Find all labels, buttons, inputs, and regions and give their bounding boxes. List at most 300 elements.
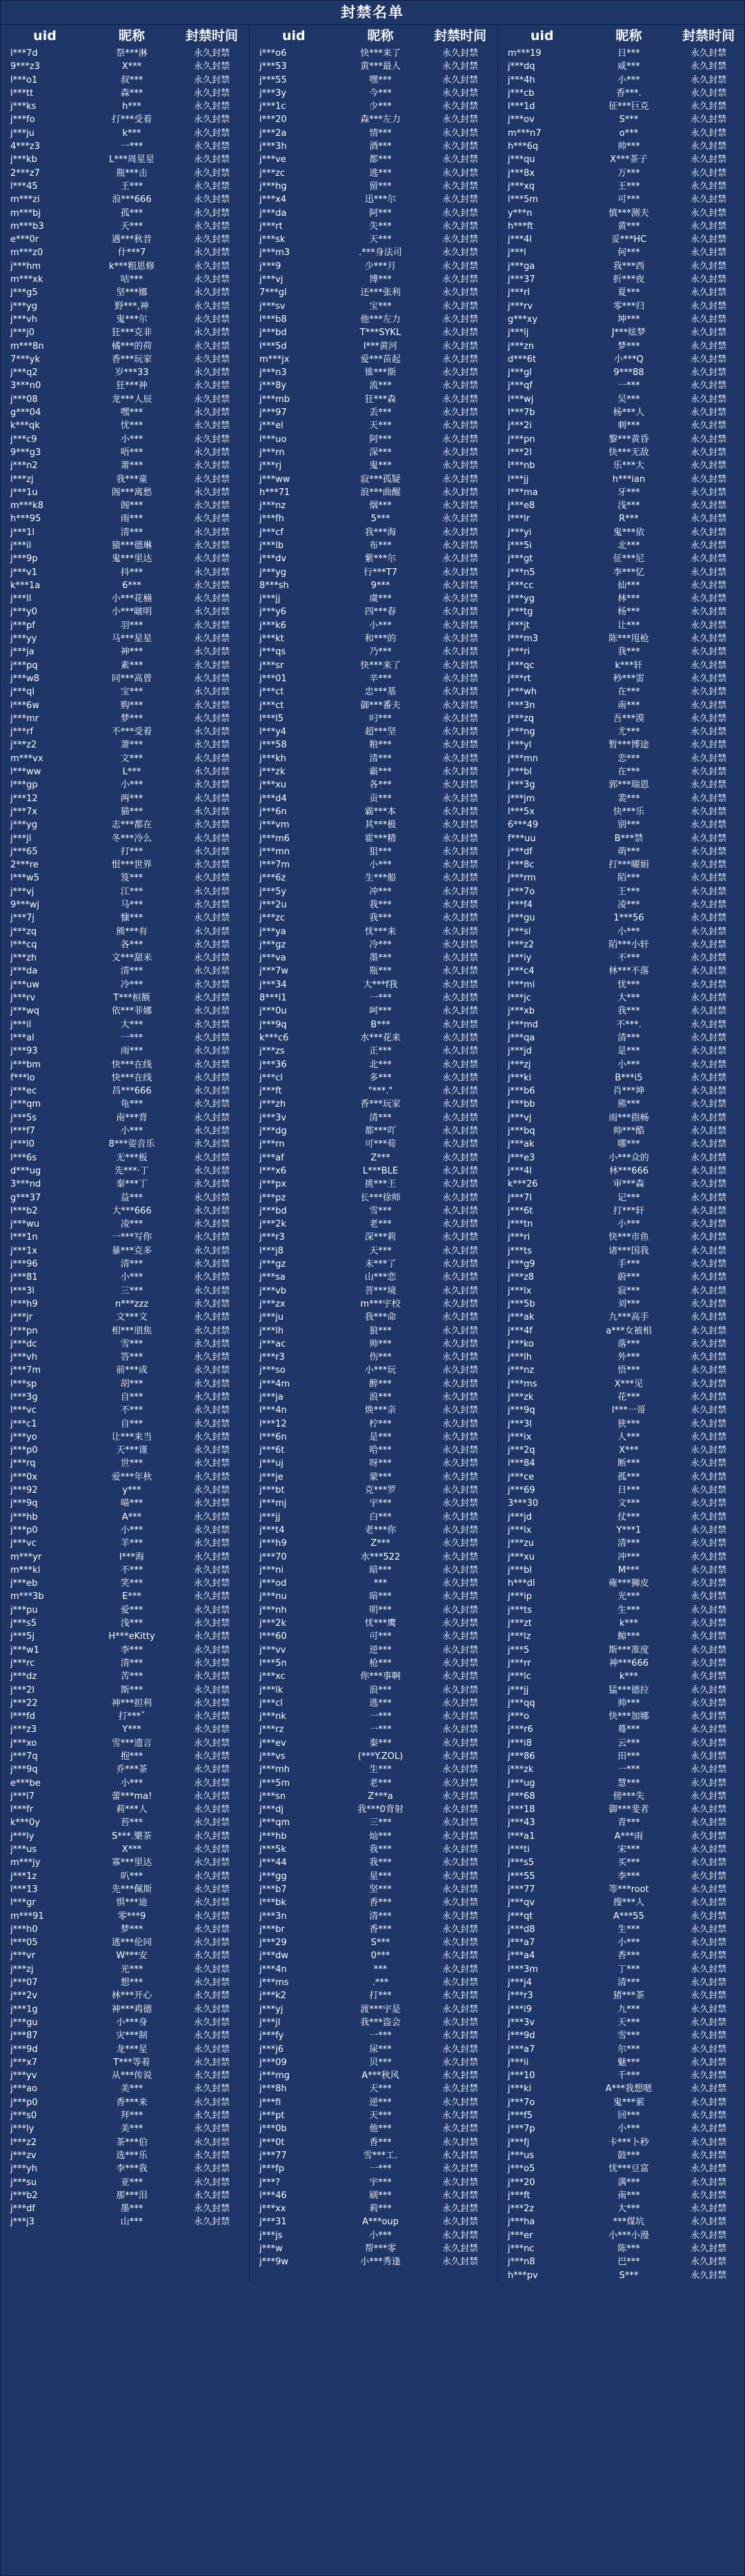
ban-time-cell: 永久封禁: [193, 1711, 230, 1722]
ban-time-cell: 永久封禁: [691, 1431, 727, 1442]
table-row: [250, 1125, 497, 1138]
table-row: [498, 300, 745, 313]
uid-cell: j***mn: [259, 846, 290, 857]
ban-time-cell: 永久封禁: [442, 1844, 479, 1855]
ban-time-cell: 永久封禁: [442, 1006, 479, 1017]
uid-cell: j***js: [259, 2230, 283, 2241]
header-uid: uid: [33, 28, 57, 43]
uid-cell: j***d4: [259, 793, 287, 804]
nickname-cell: 白***: [369, 1511, 392, 1522]
uid-cell: j***0b: [259, 2124, 287, 2135]
table-row: [250, 685, 497, 698]
table-row: [250, 672, 497, 685]
nickname-cell: 莉***人: [116, 1804, 148, 1815]
table-row: [1, 818, 249, 832]
nickname-cell: 尿***: [369, 2044, 392, 2055]
nickname-cell: 嘿***: [369, 74, 392, 85]
nickname-cell: 那***泪: [116, 2190, 148, 2201]
ban-time-cell: 永久封禁: [193, 1099, 230, 1110]
uid-cell: j***20: [508, 2177, 535, 2188]
nickname-cell: 清***: [369, 753, 392, 764]
nickname-cell: 野***,神: [115, 301, 149, 312]
uid-cell: j***8h: [259, 2084, 287, 2095]
nickname-cell: 世***: [120, 1458, 143, 1469]
nickname-cell: M***: [618, 1564, 639, 1576]
uid-cell: j***zj: [10, 1964, 34, 1975]
uid-cell: j***69: [508, 1485, 535, 1496]
nickname-cell: S***: [619, 114, 639, 125]
ban-time-cell: 永久封禁: [691, 1911, 727, 1922]
nickname-cell: 陌***: [617, 873, 640, 884]
nickname-cell: 王***: [120, 181, 143, 192]
nickname-cell: 忧***来: [364, 926, 397, 937]
uid-cell: j***ki: [508, 2084, 532, 2095]
nickname-cell: 黄***: [617, 221, 640, 232]
table-row: [498, 1165, 745, 1178]
nickname-cell: 天***: [369, 2111, 392, 2122]
nickname-cell: 浅***: [617, 501, 640, 512]
ban-time-cell: 永久封禁: [442, 993, 479, 1004]
uid-cell: j***e8: [508, 501, 535, 512]
table-row: [250, 1936, 497, 1949]
ban-time-cell: 永久封禁: [442, 1418, 479, 1429]
table-row: [498, 193, 745, 206]
uid-cell: j***12: [10, 793, 38, 804]
table-row: [1, 2082, 249, 2095]
ban-time-cell: 永久封禁: [442, 154, 479, 165]
uid-cell: j***qa: [508, 1032, 535, 1043]
uid-cell: j***2l: [10, 1684, 34, 1695]
uid-cell: j***ko: [508, 1338, 535, 1349]
uid-cell: j***o: [508, 1711, 530, 1722]
uid-cell: k***qk: [10, 421, 40, 432]
uid-cell: j***ly: [10, 2124, 34, 2135]
table-row: [498, 1537, 745, 1550]
table-row: [250, 1418, 497, 1431]
ban-time-cell: 永久封禁: [442, 1884, 479, 1895]
ban-time-cell: 永久封禁: [691, 1072, 727, 1083]
table-row: [498, 1484, 745, 1497]
nickname-cell: 清***: [120, 527, 143, 538]
nickname-cell: 梦***: [617, 341, 640, 352]
ban-time-cell: 永久封禁: [442, 1898, 479, 1909]
table-row: [250, 1617, 497, 1630]
ban-time-cell: 永久封禁: [691, 1272, 727, 1283]
uid-cell: j***rc: [10, 1658, 35, 1669]
table-row: [250, 1511, 497, 1524]
table-row: [498, 1870, 745, 1883]
uid-cell: j***sk: [259, 234, 286, 245]
uid-cell: j***n3: [259, 368, 287, 379]
ban-time-cell: 永久封禁: [691, 939, 727, 950]
nickname-cell: 田***: [617, 1751, 640, 1762]
ban-time-cell: 永久封禁: [442, 1485, 479, 1496]
nickname-cell: 留***: [369, 181, 392, 192]
table-row: [1, 246, 249, 259]
table-row: [498, 1391, 745, 1404]
ban-time-cell: 永久封禁: [691, 673, 727, 684]
table-row: [498, 1856, 745, 1869]
table-row: [498, 1271, 745, 1284]
table-row: [1, 685, 249, 698]
ban-time-cell: 永久封禁: [193, 1538, 230, 1549]
nickname-cell: 阿***: [369, 208, 392, 219]
uid-cell: m***bj: [10, 208, 41, 219]
ban-time-cell: 永久封禁: [193, 2004, 230, 2015]
ban-time-cell: 永久封禁: [691, 2097, 727, 2108]
nickname-cell: 和***的: [364, 634, 397, 645]
table-row: [1, 1524, 249, 1537]
nickname-cell: A***我想嗯: [605, 2084, 653, 2095]
uid-cell: l***z2: [10, 2137, 37, 2148]
uid-cell: j***8x: [508, 168, 535, 179]
table-row: [498, 1590, 745, 1603]
ban-time-cell: 永久封禁: [442, 806, 479, 817]
nickname-cell: 鼓***: [617, 2150, 640, 2161]
ban-time-cell: 永久封禁: [691, 1511, 727, 1522]
nickname-cell: 日***: [617, 1485, 640, 1496]
uid-cell: l***3m: [508, 1964, 539, 1975]
nickname-cell: 爱***: [120, 1604, 143, 1616]
nickname-cell: 我***命: [364, 1312, 397, 1323]
nickname-cell: k***: [122, 128, 141, 139]
ban-time-cell: 永久封禁: [691, 1991, 727, 2002]
ban-time-cell: 永久封禁: [193, 2031, 230, 2042]
ban-time-cell: 永久封禁: [442, 1445, 479, 1456]
nickname-cell: 星***: [369, 1871, 392, 1882]
nickname-cell: 孤***: [120, 208, 143, 219]
uid-cell: j***nz: [508, 1365, 535, 1376]
uid-cell: j***cb: [508, 88, 535, 99]
table-row: [1, 1378, 249, 1391]
uid-cell: h***95: [10, 514, 41, 525]
table-row: [498, 459, 745, 472]
nickname-cell: B***禁: [614, 833, 644, 844]
ban-column-1: [1, 25, 249, 2282]
nickname-cell: 一***写你: [111, 1232, 152, 1243]
uid-cell: i***o6: [259, 48, 287, 59]
ban-time-cell: 永久封禁: [691, 248, 727, 259]
table-row: [498, 912, 745, 925]
uid-cell: l***o1: [10, 74, 38, 85]
table-row: [250, 87, 497, 100]
uid-cell: h***ft: [508, 221, 534, 232]
nickname-cell: H***eKitty: [108, 1631, 155, 1642]
ban-time-cell: 永久封禁: [193, 833, 230, 844]
nickname-cell: E***: [122, 1591, 141, 1602]
uid-cell: j***5j: [10, 1631, 34, 1642]
uid-cell: j***zj: [508, 1059, 531, 1070]
ban-time-cell: 永久封禁: [193, 1298, 230, 1309]
table-row: [498, 1418, 745, 1431]
nickname-cell: 坚***娜: [116, 288, 148, 299]
nickname-cell: 清***: [120, 966, 143, 977]
table-row: [498, 499, 745, 512]
nickname-cell: 答***: [120, 1352, 143, 1363]
nickname-cell: 乐***大: [613, 461, 645, 472]
table-row: [250, 2109, 497, 2122]
nickname-cell: 益***: [120, 1192, 143, 1203]
table-row: [498, 1431, 745, 1444]
ban-time-cell: 永久封禁: [691, 1365, 727, 1376]
nickname-cell: 刷***: [369, 2190, 392, 2201]
table-row: [1, 1338, 249, 1351]
uid-cell: l***tt: [10, 88, 34, 99]
table-row: [1, 552, 249, 565]
table-row: [498, 1577, 745, 1590]
table-row: [498, 2096, 745, 2109]
nickname-cell: 打***受着: [111, 114, 152, 125]
ban-time-cell: 永久封禁: [691, 2204, 727, 2215]
nickname-cell: 萧***: [120, 461, 143, 472]
uid-cell: j***qm: [10, 1099, 41, 1110]
uid-cell: j***o5: [508, 2164, 535, 2175]
ban-time-cell: 永久封禁: [193, 2177, 230, 2188]
uid-cell: j***er: [508, 2230, 533, 2241]
uid-cell: j***yg: [259, 567, 287, 578]
table-row: [250, 1071, 497, 1085]
table-row: [250, 1245, 497, 1258]
table-row: [250, 207, 497, 220]
uid-cell: l***7m: [259, 860, 290, 871]
uid-cell: j***gu: [10, 2017, 38, 2028]
nickname-cell: 选***乐: [116, 2150, 148, 2161]
ban-time-cell: 永久封禁: [442, 1511, 479, 1522]
uid-cell: l***ma: [508, 487, 538, 498]
ban-time-cell: 永久封禁: [193, 74, 230, 85]
uid-cell: j***mh: [259, 1764, 290, 1775]
uid-cell: l***h9: [10, 1298, 38, 1309]
nickname-cell: 惧***迪: [116, 1898, 148, 1909]
ban-time-cell: 永久封禁: [691, 1205, 727, 1216]
uid-cell: j***da: [10, 966, 38, 977]
table-row: [498, 127, 745, 140]
nickname-cell: 哪***: [617, 1139, 640, 1150]
table-row: [498, 659, 745, 672]
table-row: [1, 778, 249, 792]
table-row: [250, 2176, 497, 2189]
nickname-cell: 蔚***: [617, 1272, 640, 1283]
uid-cell: m***91: [10, 1911, 44, 1922]
nickname-cell: 拜***: [120, 2111, 143, 2122]
ban-time-cell: 永久封禁: [691, 2243, 727, 2254]
uid-cell: j***us: [10, 1844, 37, 1855]
uid-cell: j***j6: [259, 2044, 284, 2055]
table-row: [498, 1949, 745, 1962]
ban-time-cell: 永久封禁: [691, 2004, 727, 2015]
uid-cell: j***br: [259, 1924, 285, 1935]
uid-cell: j***sv: [259, 301, 286, 312]
nickname-cell: 抖***: [120, 567, 143, 578]
ban-time-cell: 永久封禁: [193, 1245, 230, 1256]
ban-time-cell: 永久封禁: [442, 620, 479, 631]
nickname-cell: 北***: [369, 1059, 392, 1070]
table-row: [250, 1311, 497, 1324]
nickname-cell: 霸***本: [364, 806, 397, 817]
ban-time-cell: 永久封禁: [691, 926, 727, 937]
ban-time-cell: 永久封禁: [691, 1285, 727, 1296]
uid-cell: j***fy: [259, 2031, 284, 2042]
ban-time-cell: 永久封禁: [691, 767, 727, 778]
nickname-cell: 雪***: [120, 1338, 143, 1349]
table-row: [498, 2149, 745, 2162]
ban-time-cell: 永久封禁: [691, 1871, 727, 1882]
uid-cell: l***5d: [259, 341, 287, 352]
nickname-cell: 快***乐: [613, 806, 645, 817]
ban-time-cell: 永久封禁: [193, 1604, 230, 1616]
ban-time-cell: 永久封禁: [193, 1192, 230, 1203]
nickname-cell: 焕***亲: [364, 1405, 397, 1416]
table-row: [498, 738, 745, 752]
uid-cell: j***df: [508, 846, 533, 857]
ban-time-cell: 永久封禁: [442, 886, 479, 897]
ban-time-cell: 永久封禁: [691, 806, 727, 817]
table-row: [1, 1151, 249, 1165]
uid-cell: l***fd: [10, 1711, 35, 1722]
ban-time-cell: 永久封禁: [442, 1165, 479, 1176]
table-row: [250, 1404, 497, 1417]
ban-time-cell: 永久封禁: [691, 1179, 727, 1190]
uid-cell: j***2a: [259, 128, 287, 139]
nickname-cell: 墨***: [120, 2204, 143, 2215]
uid-cell: j***qm: [259, 1818, 290, 1829]
table-row: [250, 1976, 497, 1989]
ban-time-cell: 永久封禁: [442, 1658, 479, 1669]
table-row: [250, 1564, 497, 1577]
nickname-cell: 猪***茶: [613, 1991, 645, 2002]
uid-cell: j***y0: [10, 607, 38, 618]
uid-cell: j***fi: [259, 2097, 281, 2108]
uid-cell: 7***yk: [10, 354, 40, 365]
uid-cell: j***7w: [259, 966, 289, 977]
nickname-cell: 清***: [617, 1538, 640, 1549]
table-row: [1, 1723, 249, 1736]
nickname-cell: 暗***: [369, 1591, 392, 1602]
uid-cell: j***tg: [508, 607, 533, 618]
ban-time-cell: 永久封禁: [442, 1192, 479, 1203]
nickname-cell: 逃***: [369, 168, 392, 179]
uid-cell: j***bd: [259, 328, 287, 339]
uid-cell: y***n: [508, 208, 533, 219]
uid-cell: l***5n: [259, 1658, 287, 1669]
uid-cell: j***nz: [259, 501, 286, 512]
uid-cell: j***vv: [259, 1644, 286, 1656]
uid-cell: j***fo: [10, 114, 35, 125]
uid-cell: j***xb: [508, 1006, 535, 1017]
nickname-cell: 深***莉: [364, 1232, 397, 1243]
uid-cell: j***xc: [259, 1671, 286, 1682]
nickname-cell: 小***: [369, 2230, 392, 2241]
nickname-cell: 烟***: [369, 501, 392, 512]
uid-cell: k***c6: [259, 1032, 289, 1043]
ban-time-cell: 永久封禁: [442, 1498, 479, 1509]
table-row: [250, 1111, 497, 1125]
uid-cell: j***zu: [508, 1538, 535, 1549]
ban-time-cell: 永久封禁: [442, 368, 479, 379]
uid-cell: j***6z: [259, 873, 286, 884]
ban-time-cell: 永久封禁: [691, 1951, 727, 1962]
nickname-cell: 魅***: [617, 2057, 640, 2068]
nickname-cell: 都***: [369, 154, 392, 165]
ban-time-cell: 永久封禁: [442, 1525, 479, 1536]
ban-time-cell: 永久封禁: [691, 979, 727, 990]
ban-time-cell: 永久封禁: [691, 368, 727, 379]
nickname-cell: 布***: [369, 540, 392, 551]
uid-cell: j***p0: [10, 1525, 38, 1536]
ban-time-cell: 永久封禁: [442, 1738, 479, 1749]
table-row: [498, 2176, 745, 2189]
table-row: [250, 100, 497, 113]
nickname-cell: 丁***: [617, 1964, 640, 1975]
table-row: [498, 1617, 745, 1630]
uid-cell: j***xo: [10, 1738, 37, 1749]
ban-time-cell: 永久封禁: [691, 1924, 727, 1935]
table-row: [250, 2229, 497, 2242]
table-row: [250, 1178, 497, 1191]
table-row: [1, 340, 249, 353]
nickname-cell: 生***船: [364, 873, 397, 884]
ban-time-cell: 永久封禁: [193, 354, 230, 365]
uid-cell: j***ql: [10, 687, 34, 698]
ban-time-cell: 永久封禁: [691, 1644, 727, 1656]
ban-time-cell: 永久封禁: [442, 687, 479, 698]
ban-time-cell: 永久封禁: [442, 1791, 479, 1802]
ban-time-cell: 永久封禁: [193, 101, 230, 112]
nickname-cell: 醉***: [369, 1378, 392, 1389]
ban-time-cell: 永久封禁: [691, 554, 727, 565]
nickname-cell: 快***在线: [111, 1059, 152, 1070]
table-row: [250, 1005, 497, 1018]
nickname-cell: 鬼***依: [613, 527, 645, 538]
uid-cell: j***jm: [508, 793, 535, 804]
uid-cell: d***ug: [10, 1165, 41, 1176]
uid-cell: j***dv: [259, 554, 287, 565]
nickname-cell: 行***T7: [364, 567, 397, 578]
ban-time-cell: 永久封禁: [691, 1338, 727, 1349]
uid-cell: j***2i: [508, 421, 532, 432]
ban-time-cell: 永久封禁: [442, 700, 479, 711]
uid-cell: j***w8: [10, 673, 40, 684]
nickname-cell: 秒***雷: [613, 673, 645, 684]
table-row: [1, 699, 249, 712]
table-row: [1, 912, 249, 925]
table-row: [498, 925, 745, 938]
uid-cell: j***xu: [259, 780, 287, 791]
table-row: [1, 260, 249, 273]
nickname-cell: 夏***: [617, 288, 640, 299]
nickname-cell: 文***甜米: [111, 953, 152, 964]
nickname-cell: 一***: [369, 993, 392, 1004]
nickname-cell: 小***: [120, 434, 143, 445]
ban-time-cell: 永久封禁: [193, 1431, 230, 1442]
uid-cell: j***9q: [259, 1019, 287, 1030]
table-row: [1, 1644, 249, 1657]
uid-cell: j***eb: [10, 1578, 38, 1589]
ban-time-cell: 永久封禁: [193, 660, 230, 671]
uid-cell: j***qq: [508, 1698, 535, 1709]
ban-time-cell: 永久封禁: [691, 101, 727, 112]
table-row: [250, 286, 497, 299]
ban-time-cell: 永久封禁: [691, 660, 727, 671]
nickname-cell: 杨***: [617, 607, 640, 618]
uid-cell: j***mg: [259, 2071, 290, 2082]
nickname-cell: 北***: [617, 540, 640, 551]
ban-time-cell: 永久封禁: [193, 1352, 230, 1363]
uid-cell: j***dz: [10, 1671, 37, 1682]
ban-time-cell: 永久封禁: [193, 594, 230, 605]
table-row: [1, 1471, 249, 1484]
ban-time-cell: 永久封禁: [442, 913, 479, 924]
